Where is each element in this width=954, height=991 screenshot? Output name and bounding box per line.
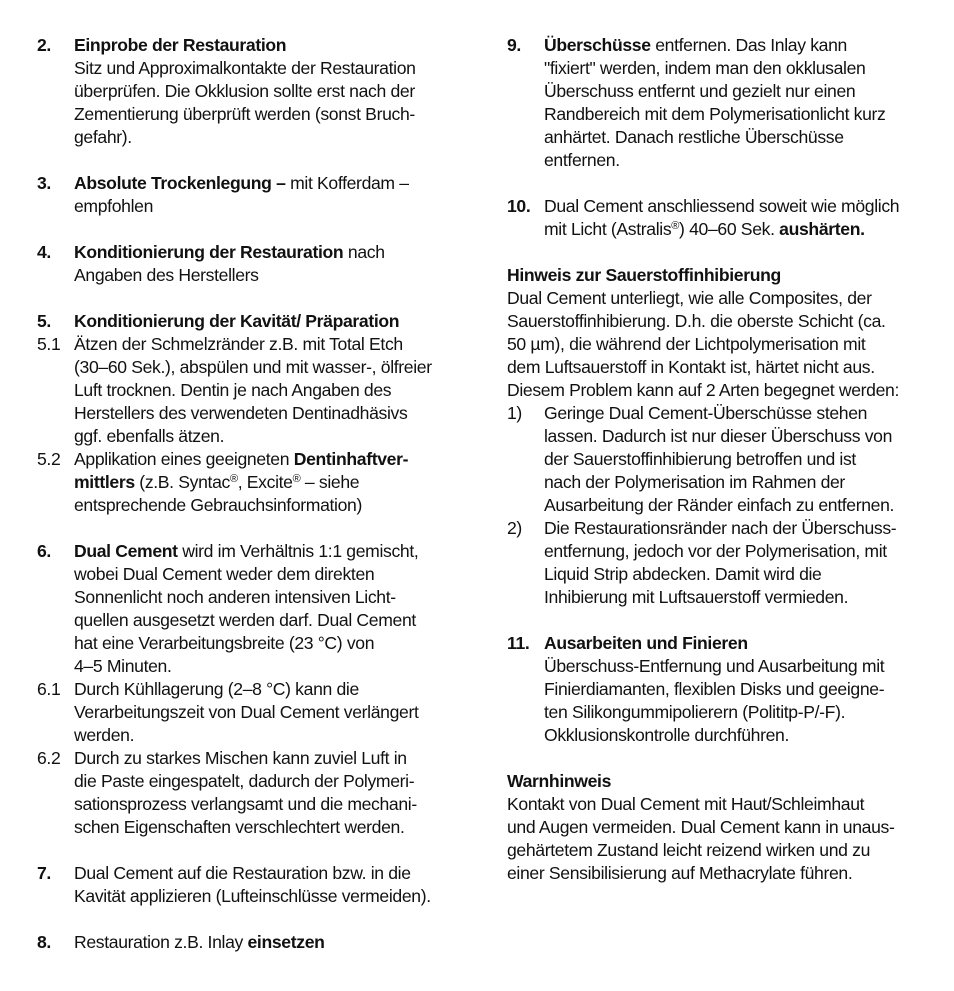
step-number: 7.	[37, 863, 51, 883]
registered-mark: ®	[229, 473, 238, 485]
text-line: Kontakt von Dual Cement mit Haut/Schleimhaut	[507, 794, 865, 814]
section-heading: Warnhinweis	[507, 771, 612, 791]
text-line: ggf. ebenfalls ätzen.	[74, 426, 225, 446]
text-line: empfohlen	[74, 196, 154, 216]
note-item-2	[507, 517, 927, 609]
text-line: Durch Kühllagerung (2–8 °C) kann die	[74, 679, 359, 699]
substep-number: 6.2	[37, 748, 61, 768]
text-span: mit Licht (Astralis	[544, 219, 672, 239]
step-number: 9.	[507, 35, 521, 55]
text-line: Luft trocknen. Dentin je nach Angaben des	[74, 380, 392, 400]
step-6	[37, 540, 457, 678]
text-line: Dual Cement auf die Restauration bzw. in die	[74, 863, 411, 883]
warning-note	[507, 770, 927, 885]
step-number: 8.	[37, 932, 51, 952]
text-line: wobei Dual Cement weder dem direkten	[74, 564, 375, 584]
text-line: die Paste eingespatelt, dadurch der Polymeri-	[74, 771, 415, 791]
step-number: 2.	[37, 35, 51, 55]
step-5-2	[37, 448, 457, 517]
step-number: 5.	[37, 311, 51, 331]
text-line: (30–60 Sek.), abspülen und mit wasser-, ölfreier	[74, 357, 432, 377]
bold-term: mittlers	[74, 472, 135, 492]
step-number: 3.	[37, 173, 51, 193]
text-line: Sitz und Approximalkontakte der Restauration	[74, 58, 416, 78]
substep-number: 5.1	[37, 334, 61, 354]
step-6-2	[37, 747, 457, 839]
right-column	[507, 34, 927, 885]
text-line: gefahr).	[74, 127, 132, 147]
substep-number: 6.1	[37, 679, 61, 699]
text-line: 50 µm), die während der Lichtpolymerisation mit	[507, 334, 866, 354]
text-line: Überschuss-Entfernung und Ausarbeitung mit	[544, 656, 885, 676]
step-3	[37, 172, 457, 218]
text-line: Liquid Strip abdecken. Damit wird die	[544, 564, 822, 584]
step-title: Konditionierung der Restauration	[74, 242, 344, 262]
text-span: wird im Verhältnis 1:1 gemischt,	[177, 541, 419, 561]
text-span: mit Kofferdam –	[285, 173, 409, 193]
step-4	[37, 241, 457, 287]
step-number: 10.	[507, 196, 531, 216]
step-title: Konditionierung der Kavität/ Präparation	[74, 311, 400, 331]
text-line: hat eine Verarbeitungsbreite (23 °C) von	[74, 633, 375, 653]
text-line: quellen ausgesetzt werden darf. Dual Cement	[74, 610, 416, 630]
text-line: Zementierung überprüft werden (sonst Bruch-	[74, 104, 415, 124]
step-7	[37, 862, 457, 908]
text-line: Inhibierung mit Luftsauerstoff vermieden.	[544, 587, 849, 607]
text-line: dem Luftsauerstoff in Kontakt ist, härtet nicht aus.	[507, 357, 875, 377]
step-5	[37, 310, 457, 333]
step-9	[507, 34, 927, 172]
text-line: der Sauerstoffinhibierung betroffen und ist	[544, 449, 856, 469]
text-span: entfernen. Das Inlay kann	[650, 35, 847, 55]
bold-term: Dentinhaftver-	[293, 449, 409, 469]
text-line: Dual Cement anschliessend soweit wie möglich	[544, 196, 900, 216]
text-span: (z.B. Syntac	[134, 472, 230, 492]
list-number: 2)	[507, 518, 522, 538]
step-number: 4.	[37, 242, 51, 262]
text-span: Applikation eines geeigneten	[74, 449, 294, 469]
text-line: Okklusionskontrolle durchführen.	[544, 725, 790, 745]
text-line: Angaben des Herstellers	[74, 265, 259, 285]
text-line: lassen. Dadurch ist nur dieser Überschuss von	[544, 426, 893, 446]
step-10	[507, 195, 927, 241]
step-title: Ausarbeiten und Finieren	[544, 633, 748, 653]
text-line: überprüfen. Die Okklusion sollte erst nach der	[74, 81, 415, 101]
step-number: 11.	[507, 633, 530, 653]
step-number: 6.	[37, 541, 51, 561]
text-line: Dual Cement unterliegt, wie alle Composites, der	[507, 288, 872, 308]
text-line: Geringe Dual Cement-Überschüsse stehen	[544, 403, 868, 423]
bold-term: aushärten.	[779, 219, 865, 239]
text-line: nach der Polymerisation im Rahmen der	[544, 472, 845, 492]
text-line: und Augen vermeiden. Dual Cement kann in unaus-	[507, 817, 895, 837]
text-span: nach	[343, 242, 385, 262]
section-heading: Hinweis zur Sauerstoffinhibierung	[507, 265, 781, 285]
step-5-1	[37, 333, 457, 448]
text-line: Sauerstoffinhibierung. D.h. die oberste Schicht (ca.	[507, 311, 886, 331]
text-line: Ätzen der Schmelzränder z.B. mit Total Etch	[74, 334, 403, 354]
bold-term: Überschüsse	[544, 35, 651, 55]
step-6-1	[37, 678, 457, 747]
text-line: einer Sensibilisierung auf Methacrylate führen.	[507, 863, 853, 883]
note-item-1	[507, 402, 927, 517]
text-line: werden.	[74, 725, 135, 745]
text-line: Randbereich mit dem Polymerisationlicht kurz	[544, 104, 886, 124]
text-line: Finierdiamanten, flexiblen Disks und geeigne-	[544, 679, 885, 699]
step-title: Absolute Trockenlegung –	[74, 173, 286, 193]
text-span: – siehe	[300, 472, 360, 492]
bold-term: einsetzen	[247, 932, 325, 952]
text-line: Die Restaurationsränder nach der Überschuss-	[544, 518, 897, 538]
text-line: Durch zu starkes Mischen kann zuviel Luft in	[74, 748, 407, 768]
text-line: "fixiert" werden, indem man den okklusalen	[544, 58, 866, 78]
text-span: ) 40–60 Sek.	[679, 219, 780, 239]
list-number: 1)	[507, 403, 522, 423]
text-line: anhärtet. Danach restliche Überschüsse	[544, 127, 844, 147]
step-8	[37, 931, 457, 954]
step-title: Einprobe der Restauration	[74, 35, 287, 55]
text-line: entfernen.	[544, 150, 620, 170]
text-line: Ausarbeitung der Ränder einfach zu entfernen.	[544, 495, 895, 515]
text-line: entsprechende Gebrauchsinformation)	[74, 495, 362, 515]
left-column	[37, 34, 457, 954]
text-span: Restauration z.B. Inlay	[74, 932, 248, 952]
text-line: Überschuss entfernt und gezielt nur einen	[544, 81, 856, 101]
bold-term: Dual Cement	[74, 541, 178, 561]
text-line: Verarbeitungszeit von Dual Cement verlängert	[74, 702, 419, 722]
step-2	[37, 34, 457, 149]
text-span: , Excite	[237, 472, 293, 492]
text-line: schen Eigenschaften verschlechtert werden.	[74, 817, 405, 837]
step-11	[507, 632, 927, 747]
text-line: gehärtetem Zustand leicht reizend wirken und zu	[507, 840, 871, 860]
text-line: 4–5 Minuten.	[74, 656, 172, 676]
text-line: Sonnenlicht noch anderen intensiven Licht-	[74, 587, 396, 607]
oxygen-inhibition-note	[507, 264, 927, 402]
text-line: ten Silikongummipolierern (Polititp-P/-F).	[544, 702, 846, 722]
text-line: Herstellers des verwendeten Dentinadhäsivs	[74, 403, 408, 423]
registered-mark: ®	[292, 473, 301, 485]
text-line: sationsprozess verlangsamt und die mechani-	[74, 794, 417, 814]
text-line: Diesem Problem kann auf 2 Arten begegnet werden:	[507, 380, 900, 400]
substep-number: 5.2	[37, 449, 61, 469]
registered-mark: ®	[671, 220, 680, 232]
text-line: Kavität applizieren (Lufteinschlüsse vermeiden).	[74, 886, 431, 906]
text-line: entfernung, jedoch vor der Polymerisation, mit	[544, 541, 887, 561]
